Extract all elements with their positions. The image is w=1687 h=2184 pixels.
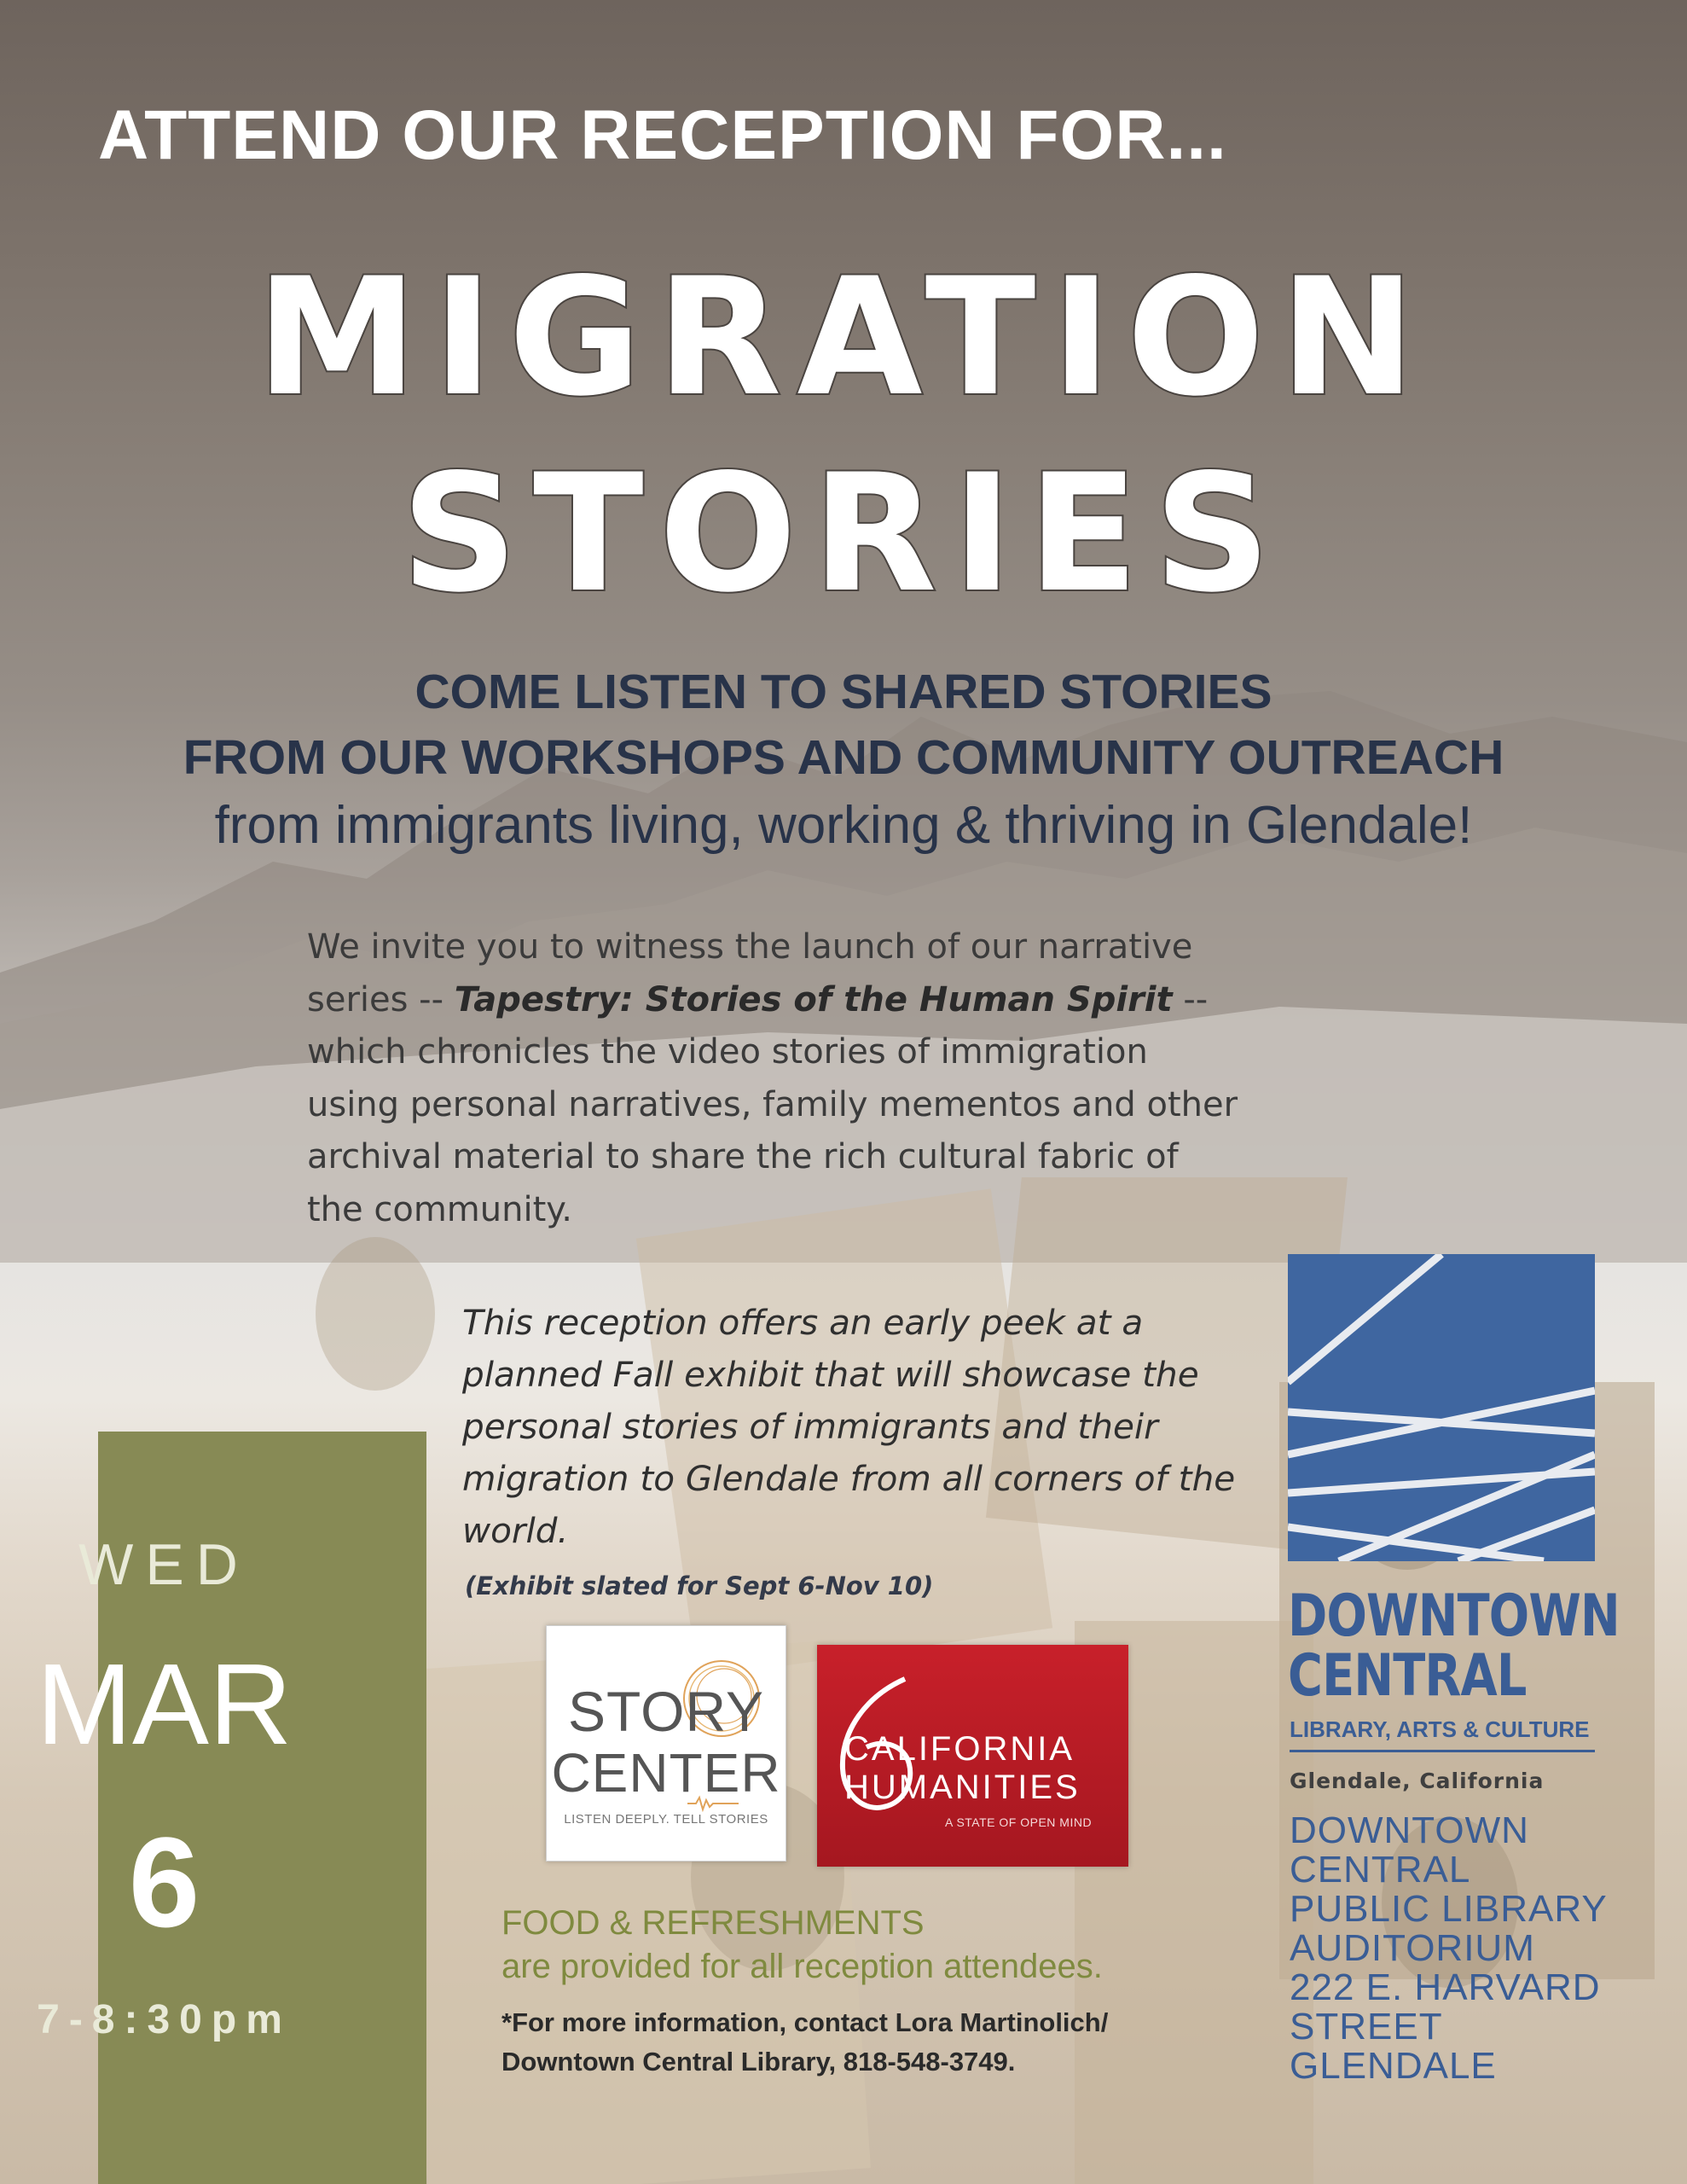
humanities-row1 bbox=[844, 1730, 1075, 1769]
story-center-tagline: LISTEN DEEPLY. TELL STORIES bbox=[564, 1812, 768, 1827]
story-center-line1: STORY bbox=[568, 1680, 764, 1743]
humanities-row1-b: IFORNIA bbox=[918, 1730, 1075, 1768]
humanities-row2-a: HUM bbox=[844, 1769, 930, 1806]
venue-line: CENTRAL bbox=[1290, 1849, 1471, 1891]
event-time: 7-8:30pm bbox=[37, 1997, 292, 2042]
venue-line: DOWNTOWN bbox=[1290, 1809, 1529, 1851]
contact-info: *For more information, contact Lora Martinolich/ Downtown Central Library, 818-548-3749. bbox=[501, 2007, 1109, 2077]
preview-paragraph: This reception offers an early peek at a planned Fall exhibit that will showcase the personal stories of immigrants and their migration to Glendale from all corners of the world. bbox=[462, 1302, 1236, 1551]
library-divider bbox=[1290, 1750, 1595, 1752]
venue-address bbox=[1290, 1811, 1665, 2086]
library-name-line1: DOWNTOWN bbox=[1288, 1583, 1620, 1650]
title-line-migration: MIGRATION bbox=[256, 243, 1431, 432]
venue-line: 222 E. HARVARD bbox=[1290, 1966, 1601, 2008]
venue-line: PUBLIC LIBRARY bbox=[1290, 1888, 1608, 1930]
attend-heading: ATTEND OUR RECEPTION FOR... bbox=[98, 96, 1227, 174]
library-name-line2: CENTRAL bbox=[1288, 1642, 1527, 1710]
story-center-logo bbox=[546, 1625, 786, 1862]
venue-line: GLENDALE bbox=[1290, 2045, 1497, 2087]
intro-paragraph bbox=[307, 921, 1245, 1236]
humanities-tagline: A STATE OF OPEN MIND bbox=[945, 1815, 1093, 1829]
intro-text-part1: We invite you to witness the launch of our narrative series -- bbox=[307, 927, 1193, 1019]
soundwave-icon bbox=[687, 1795, 739, 1812]
venue-line: STREET bbox=[1290, 2006, 1443, 2048]
subtitle-line-1: COME LISTEN TO SHARED STORIES bbox=[415, 665, 1272, 719]
title-line-stories: STORIES bbox=[401, 439, 1286, 628]
series-title: Tapestry: Stories of the Human Spirit bbox=[454, 979, 1173, 1019]
date-day: WED bbox=[78, 1532, 250, 1597]
humanities-row1-a: CAL bbox=[844, 1730, 919, 1768]
date-number: 6 bbox=[128, 1810, 200, 1954]
subtitle-line-3: from immigrants living, working & thriving in Glendale! bbox=[214, 796, 1473, 855]
library-tagline: LIBRARY, ARTS & CULTURE bbox=[1290, 1716, 1590, 1742]
subtitle-line-2: FROM OUR WORKSHOPS AND COMMUNITY OUTREACH bbox=[183, 730, 1504, 785]
story-center-line2: CENTER bbox=[551, 1742, 781, 1804]
downtown-central-logo-icon bbox=[1288, 1254, 1595, 1561]
california-humanities-logo bbox=[817, 1645, 1128, 1867]
date-month: MAR bbox=[36, 1640, 293, 1769]
humanities-row2 bbox=[844, 1769, 1081, 1807]
exhibit-dates: (Exhibit slated for Sept 6-Nov 10) bbox=[465, 1571, 934, 1600]
humanities-row2-b: ANITIES bbox=[930, 1769, 1081, 1806]
food-heading: FOOD & REFRESHMENTS bbox=[501, 1904, 925, 1942]
library-city: Glendale, California bbox=[1290, 1769, 1545, 1793]
venue-line: AUDITORIUM bbox=[1290, 1927, 1535, 1969]
food-detail: are provided for all reception attendees. bbox=[501, 1948, 1103, 1985]
intro-text-part2: -- which chronicles the video stories of immigration using personal narratives, family mementos and other archival material to share the rich cultural fabric of the community. bbox=[307, 979, 1238, 1229]
